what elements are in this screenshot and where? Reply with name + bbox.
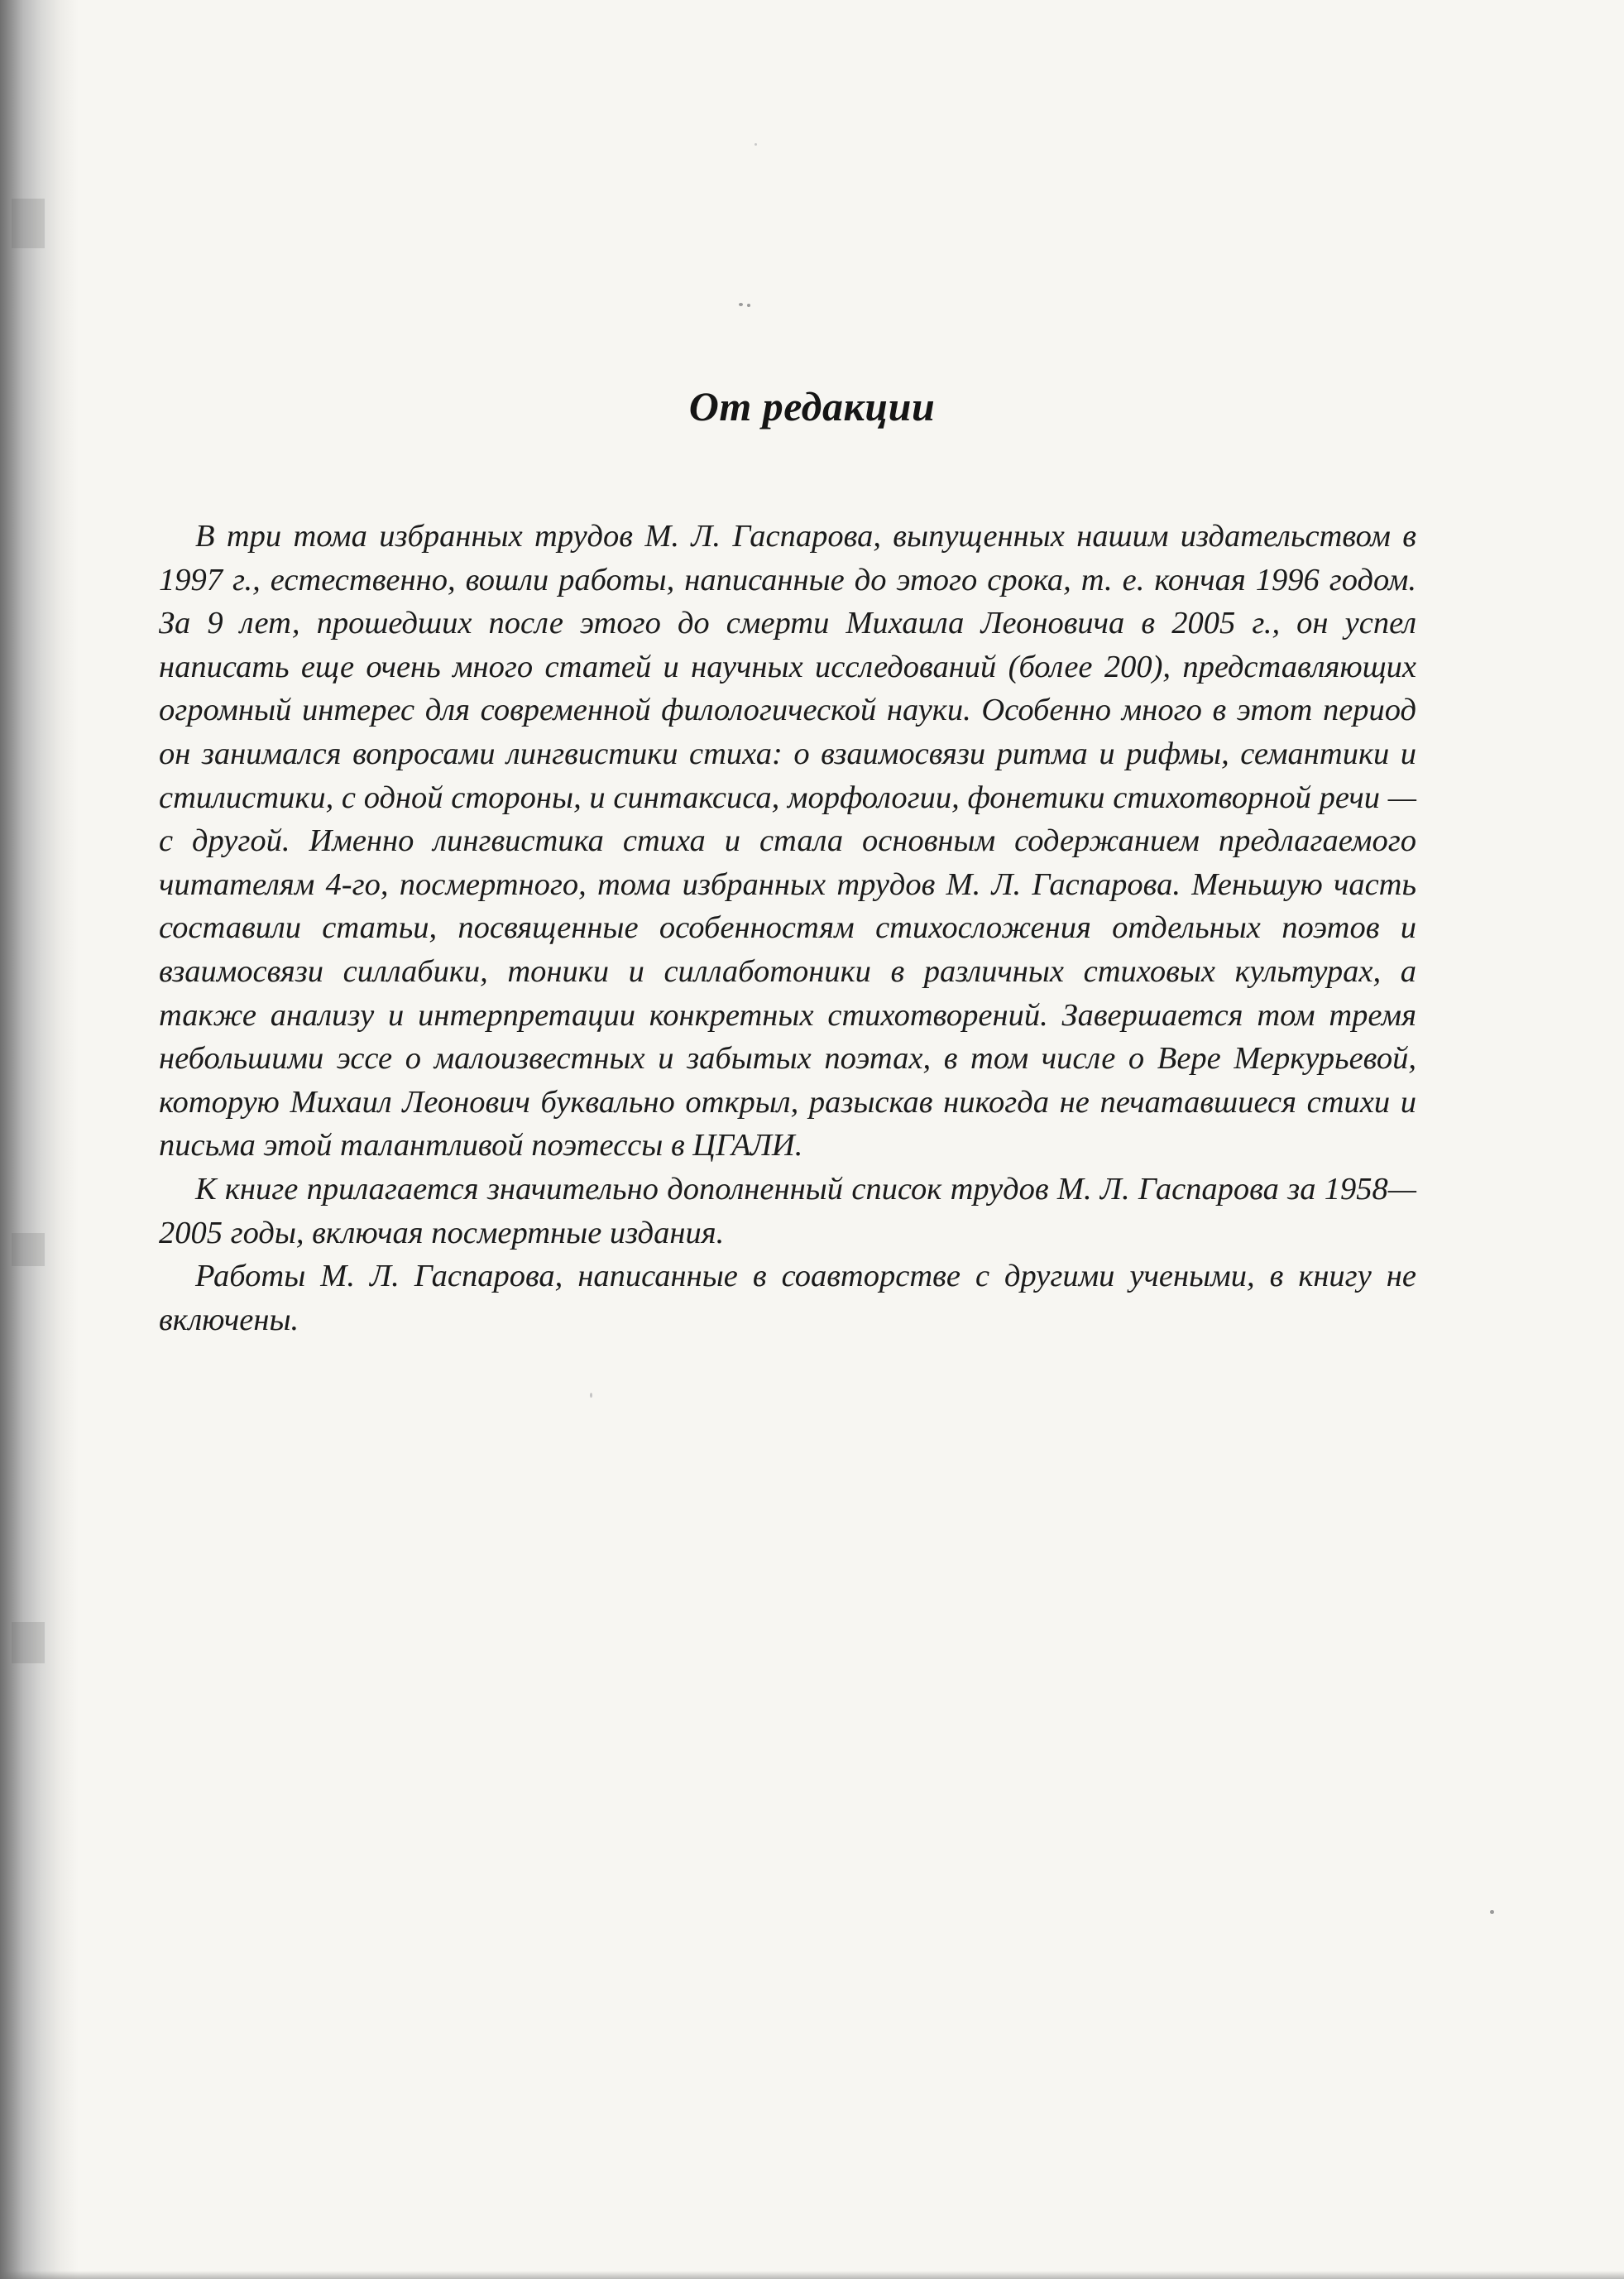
binding-streak [12,1233,45,1266]
page-bottom-edge [0,2271,1624,2279]
binding-streak [12,199,45,248]
paragraph: К книге прилагается значительно дополненный список трудов М. Л. Гаспарова за 1958—2005 годы, включая посмертные издания. [159,1171,1416,1250]
paragraph: Работы М. Л. Гаспарова, написанные в соавторстве с другими учеными, в книгу не включены. [159,1259,1416,1337]
scan-speck [747,304,750,307]
scan-speck [590,1393,592,1398]
editorial-text [159,515,1416,1341]
paragraph: В три тома избранных трудов М. Л. Гаспарова, выпущенных нашим издательством в 1997 г., естественно, вошли работы, написанные до этого срока, т. е. кончая 1996 годом. За 9 лет, прошедших после этого до смерти Михаила Леоновича в 2005 г., он успел написать еще очень много статей и научных исследований (более 200), представляющих огромный интерес для современной филологической науки. Особенно много в этот период он занимался вопросами лингвистики стиха: о взаимосвязи ритма и рифмы, семантики и стилистики, с одной стороны, и синтаксиса, морфологии, фонетики стихотворной речи — с другой. Именно лингвистика стиха и стала основным содержанием предлагаемого читателям 4-го, посмертного, тома избранных трудов М. Л. Гаспарова. Меньшую часть составили статьи, посвященные особенностям стихосложения отдельных поэтов и взаимосвязи силлабики, тоники и силлаботоники в различных стиховых культурах, а также анализу и интерпретации конкретных стихотворений. Завершается том тремя небольшими эссе о малоизвестных и забытых поэтах, в том числе о Вере Меркурьевой, которую Михаил Леонович буквально открыл, разыскав никогда не печатавшиеся стихи и письма этой талантливой поэтессы в ЦГАЛИ. [159,519,1416,1163]
scan-speck [1490,1910,1494,1914]
page-title: От редакции [688,383,936,429]
binding-streak [12,1622,45,1663]
binding-shadow [0,0,79,2279]
scan-speck [739,303,743,306]
scan-speck [755,143,757,146]
